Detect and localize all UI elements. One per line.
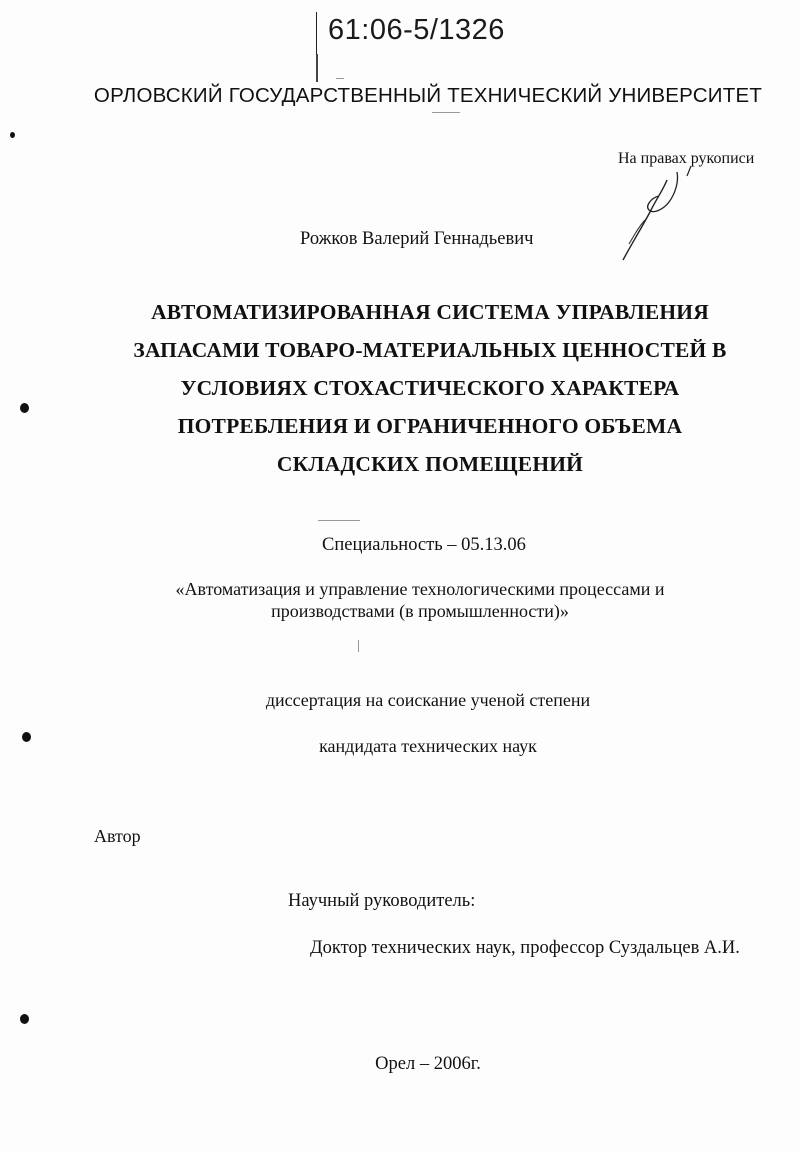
rights-note: На правах рукописи bbox=[618, 150, 755, 167]
scan-speck-mark bbox=[336, 78, 344, 79]
scan-speck-mark bbox=[432, 112, 460, 113]
specialty-code: Специальность – 05.13.06 bbox=[322, 535, 526, 555]
archive-stamp: 61:06-5/1326 bbox=[328, 14, 505, 46]
scan-speck-mark bbox=[318, 520, 360, 521]
scan-speck-mark bbox=[358, 640, 359, 652]
scan-speck-mark bbox=[10, 132, 15, 138]
title-line-1: АВТОМАТИЗИРОВАННАЯ СИСТЕМА УПРАВЛЕНИЯ bbox=[151, 300, 709, 324]
city-year: Орел – 2006г. bbox=[375, 1054, 481, 1074]
punch-hole-mark bbox=[20, 403, 29, 413]
author-label: Автор bbox=[94, 826, 141, 846]
archive-stamp-rule bbox=[316, 54, 318, 82]
title-line-3: УСЛОВИЯХ СТОХАСТИЧЕСКОГО ХАРАКТЕРА bbox=[180, 376, 680, 400]
punch-hole-mark bbox=[22, 732, 31, 742]
specialty-description bbox=[130, 578, 710, 622]
university-name: ОРЛОВСКИЙ ГОСУДАРСТВЕННЫЙ ТЕХНИЧЕСКИЙ УНИВЕРСИТЕТ bbox=[93, 84, 763, 107]
punch-hole-mark bbox=[20, 1014, 29, 1024]
author-name: Рожков Валерий Геннадьевич bbox=[300, 229, 534, 249]
title-line-4: ПОТРЕБЛЕНИЯ И ОГРАНИЧЕННОГО ОБЪЕМА bbox=[177, 414, 683, 438]
specialty-description-line-2: производствами (в промышленности)» bbox=[271, 601, 569, 621]
academic-degree: кандидата технических наук bbox=[319, 736, 537, 756]
dissertation-statement: диссертация на соискание ученой степени bbox=[265, 690, 591, 710]
signature-mark bbox=[605, 160, 695, 270]
title-line-5: СКЛАДСКИХ ПОМЕЩЕНИЙ bbox=[276, 452, 584, 476]
dissertation-title bbox=[100, 293, 760, 483]
title-line-2: ЗАПАСАМИ ТОВАРО-МАТЕРИАЛЬНЫХ ЦЕННОСТЕЙ В bbox=[133, 338, 727, 362]
specialty-description-line-1: «Автоматизация и управление технологическими процессами и bbox=[175, 579, 665, 599]
supervisor-label: Научный руководитель: bbox=[288, 891, 476, 911]
supervisor-name: Доктор технических наук, профессор Суздальцев А.И. bbox=[310, 938, 740, 958]
